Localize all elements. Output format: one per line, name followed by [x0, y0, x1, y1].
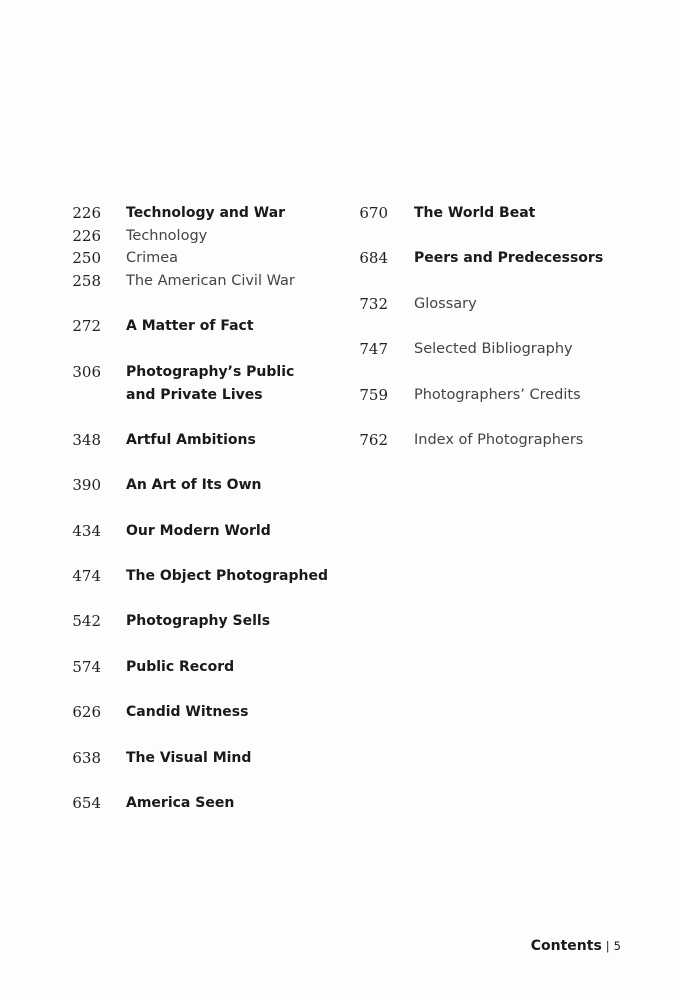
footer-page-number: 5 — [613, 939, 621, 953]
toc-page-number: 654 — [72, 793, 101, 812]
toc-page-number: 670 — [359, 204, 388, 222]
toc-page-number: 258 — [72, 272, 101, 291]
toc-title: Glossary — [414, 295, 477, 312]
toc-title: The Object Photographed — [126, 568, 329, 585]
footer-label: Contents — [530, 938, 602, 954]
toc-title: A Matter of Fact — [126, 318, 254, 335]
toc-page-number: 434 — [72, 521, 101, 540]
toc-title-line: Photography’s Public — [126, 363, 295, 380]
toc-page-number: 626 — [72, 703, 101, 722]
toc-title: Technology and War — [126, 205, 286, 221]
toc-page-number: 732 — [359, 294, 388, 313]
toc-page-number: 226 — [72, 226, 101, 245]
toc-title: Photographers’ Credits — [414, 386, 581, 403]
toc-title — [126, 361, 294, 406]
toc-page-number: 684 — [359, 249, 388, 268]
toc-title: The Visual Mind — [126, 749, 252, 766]
toc-title: Peers and Predecessors — [414, 250, 604, 267]
toc-page-number: 747 — [359, 340, 388, 359]
toc-page-number: 272 — [72, 317, 101, 336]
toc-page-number: 762 — [359, 430, 388, 449]
toc-page-number: 226 — [72, 204, 101, 222]
toc-title-line: and Private Lives — [126, 386, 263, 403]
toc-title: Public Record — [126, 658, 235, 675]
toc-title: Crimea — [126, 250, 179, 267]
toc-page-number: 759 — [359, 385, 388, 404]
toc-page-number: 348 — [72, 430, 101, 449]
toc-title: The World Beat — [414, 205, 536, 221]
toc-title: The American Civil War — [126, 273, 295, 290]
toc-title: Our Modern World — [126, 522, 271, 539]
toc-title: Photography Sells — [126, 613, 271, 630]
toc-page-number: 542 — [72, 612, 101, 631]
toc-title: Index of Photographers — [414, 431, 584, 448]
toc-title: An Art of Its Own — [126, 477, 262, 494]
toc-page-number: 306 — [72, 362, 101, 381]
toc-title: Selected Bibliography — [414, 341, 573, 358]
toc-title: Artful Ambitions — [126, 431, 256, 448]
toc-page-number: 574 — [72, 657, 101, 676]
toc-page-number: 638 — [72, 748, 101, 767]
footer-separator: | — [605, 939, 610, 953]
toc-page-number: 474 — [72, 567, 101, 586]
toc-title: America Seen — [126, 794, 235, 811]
toc-title: Candid Witness — [126, 704, 249, 721]
page-footer — [531, 938, 621, 954]
toc-title: Technology — [126, 227, 208, 244]
toc-page-number: 250 — [72, 249, 101, 268]
toc-page-number: 390 — [72, 476, 101, 495]
